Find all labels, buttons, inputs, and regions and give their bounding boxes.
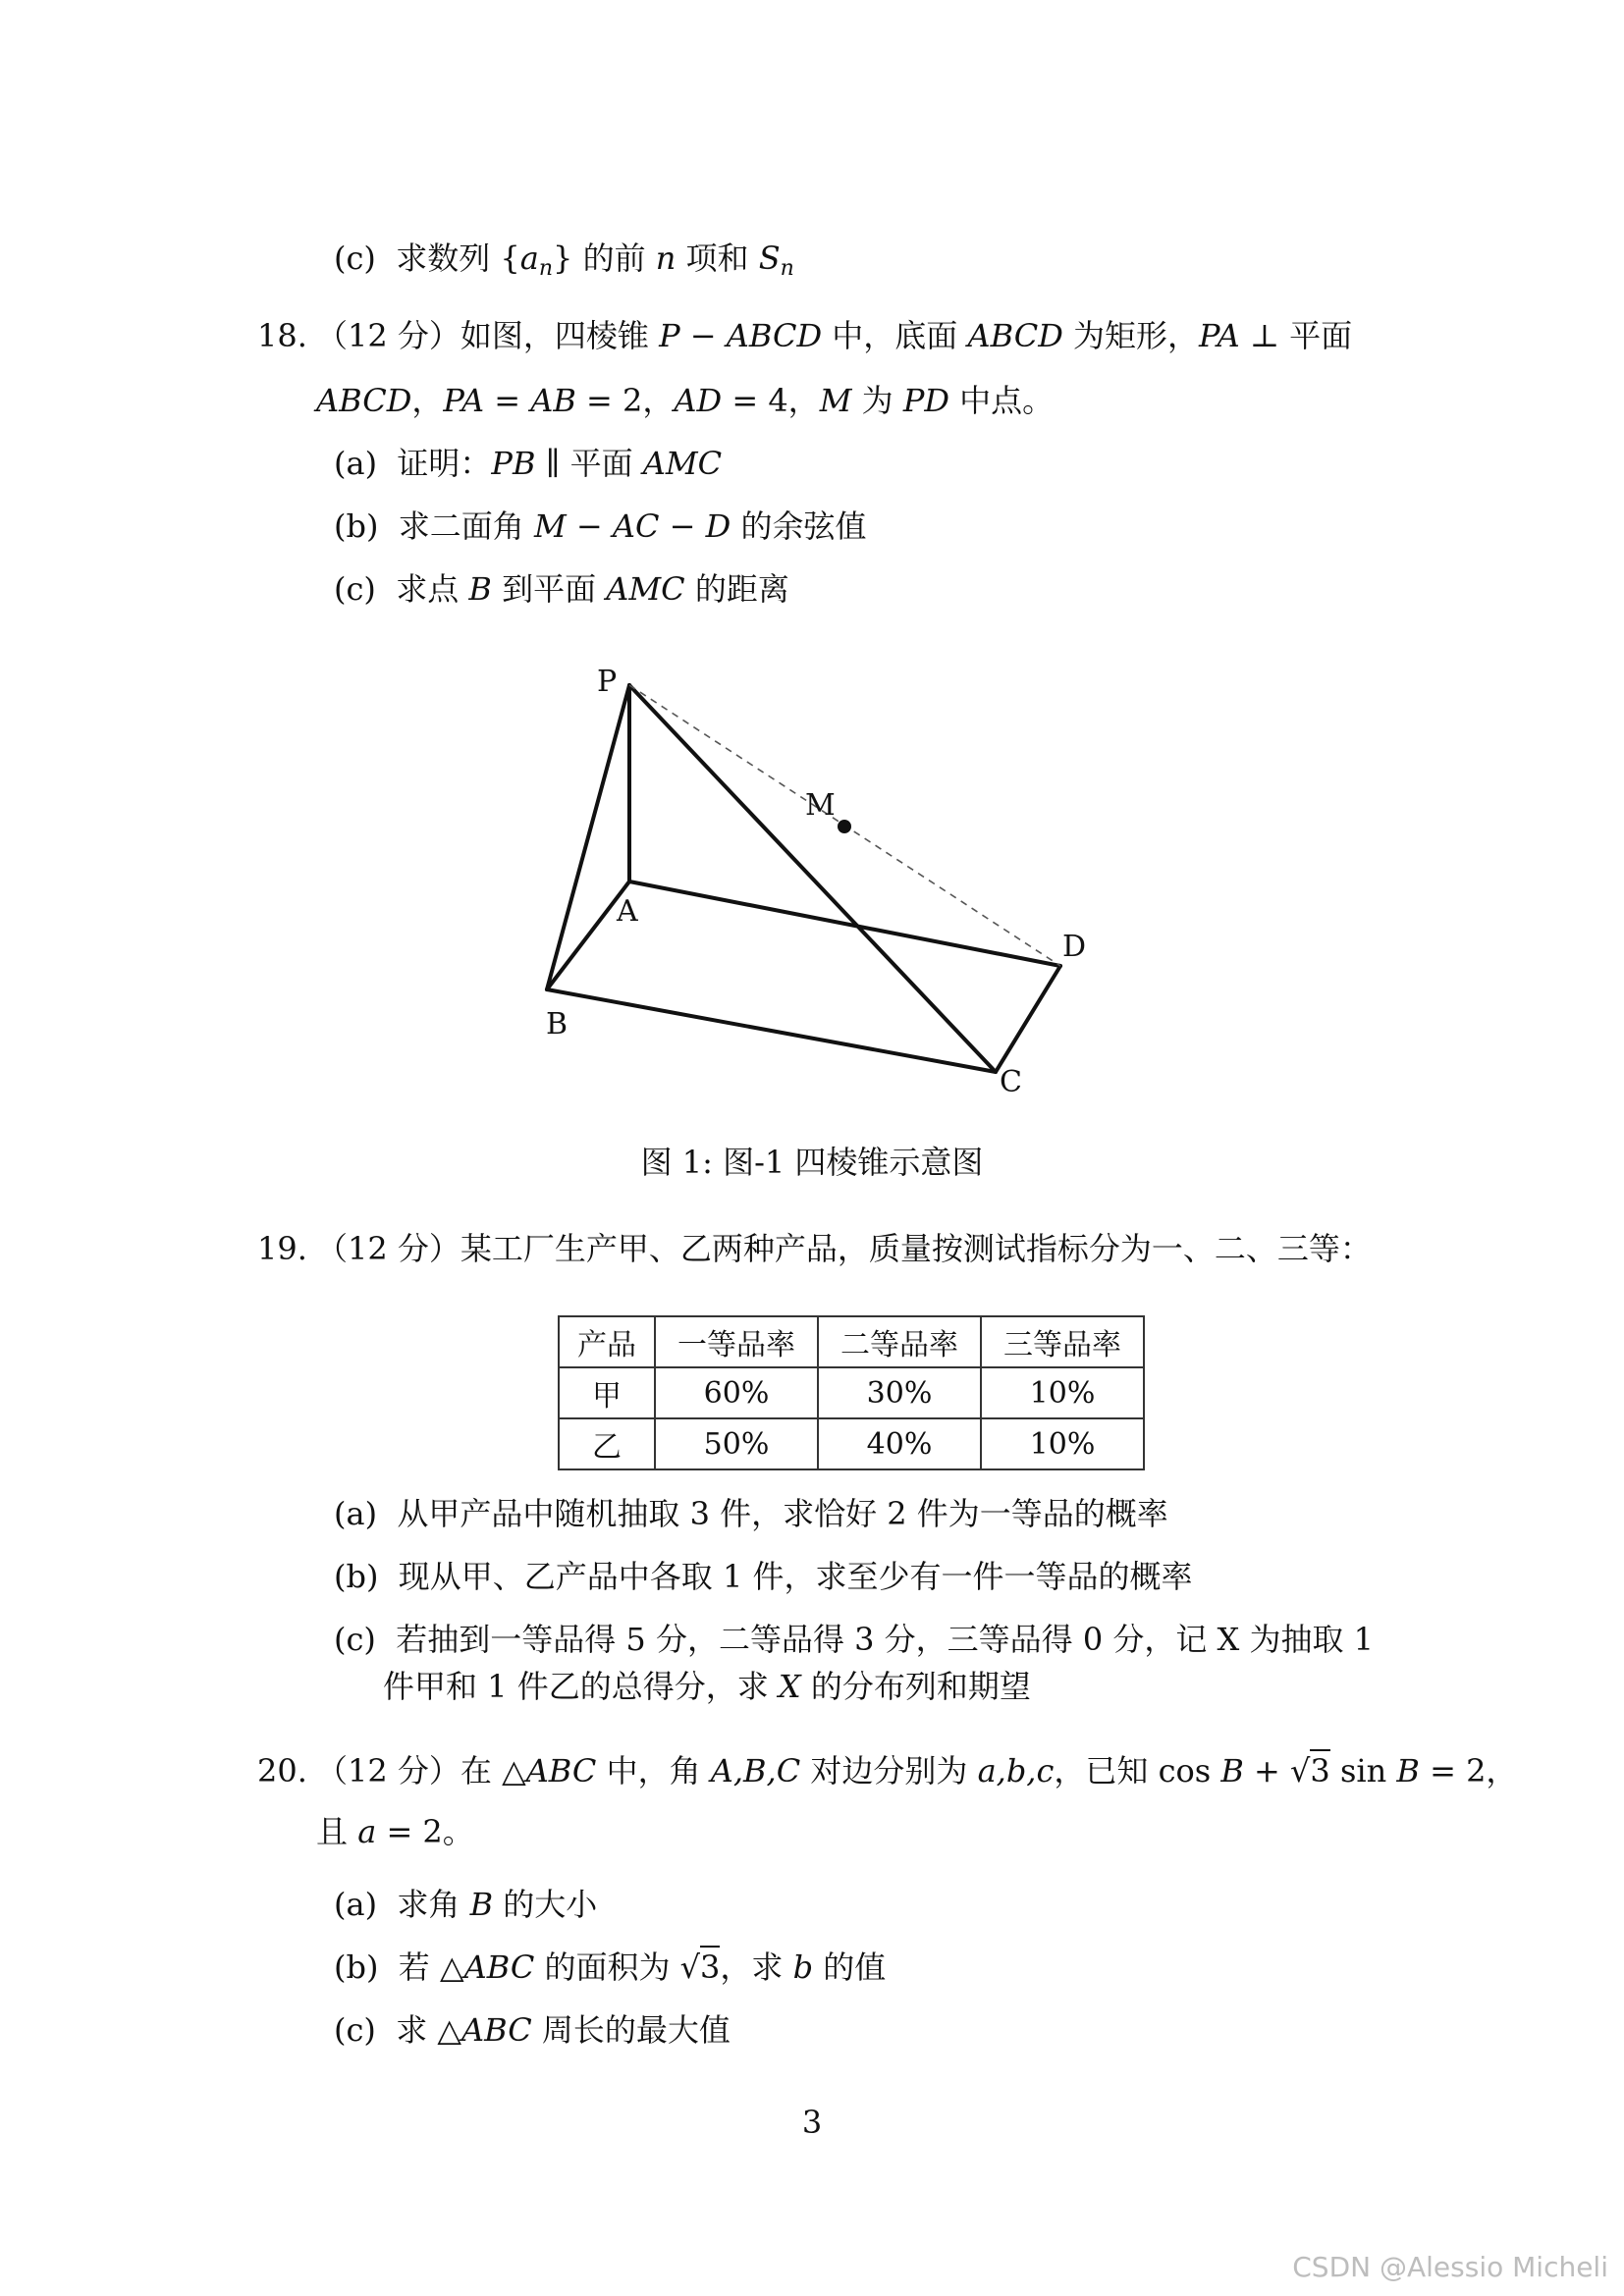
label-D: D (1062, 930, 1087, 964)
q19-part-c: (c) 若抽到一等品得 5 分，二等品得 3 分，三等品得 0 分，记 X 为抽取 1 (334, 1621, 1375, 1658)
table-cell: 甲 (559, 1367, 655, 1418)
q18-part-a: (a) 证明：PB ∥ 平面 AMC (334, 445, 723, 482)
edge-CD (996, 966, 1060, 1072)
figure-caption: 图 1: 图-1 四棱锥示意图 (640, 1144, 984, 1181)
table-cell: 乙 (559, 1418, 655, 1469)
q20-number: 20. (257, 1752, 307, 1789)
q20-stem-line1: （12 分）在 △ABC 中，角 A,B,C 对边分别为 a,b,c，已知 cos B + √3 sin B = 2， (316, 1749, 1517, 1792)
table-header: 三等品率 (981, 1316, 1144, 1367)
edge-PB (547, 685, 629, 989)
table-header: 一等品率 (655, 1316, 818, 1367)
table-row (559, 1418, 1144, 1469)
q19-stem: （12 分）某工厂生产甲、乙两种产品，质量按测试指标分为一、二、三等： (316, 1230, 1372, 1267)
table-cell: 60% (655, 1367, 818, 1418)
q20-part-b: (b) 若 △ABC 的面积为 √3，求 b 的值 (334, 1946, 886, 1989)
pyramid-figure (530, 658, 1087, 1099)
q18-part-c: (c) 求点 B 到平面 AMC 的距离 (334, 570, 789, 608)
q20-stem-line2: 且 a = 2。 (316, 1813, 474, 1850)
q18-stem-line1: （12 分）如图，四棱锥 P − ABCD 中，底面 ABCD 为矩形，PA ⊥ 平面 (316, 317, 1353, 354)
q18-part-b: (b) 求二面角 M − AC − D 的余弦值 (334, 507, 867, 545)
table-row (559, 1367, 1144, 1418)
point-M (838, 820, 851, 833)
label-A: A (617, 894, 638, 929)
q19-part-a: (a) 从甲产品中随机抽取 3 件，求恰好 2 件为一等品的概率 (334, 1495, 1168, 1532)
label-P: P (597, 665, 618, 699)
q19-number: 19. (257, 1230, 307, 1267)
table-header: 产品 (559, 1316, 655, 1367)
table-cell: 50% (655, 1418, 818, 1469)
page-number: 3 (801, 2104, 823, 2141)
q18-stem-line2: ABCD，PA = AB = 2，AD = 4，M 为 PD 中点。 (316, 382, 1055, 419)
table-cell: 40% (818, 1418, 981, 1469)
q17-part-c: (c) 求数列 $\{a_n\}$ 的前 n 项和 $S_n$ (334, 240, 794, 281)
table-header-row (559, 1316, 1144, 1367)
q20-part-a: (a) 求角 B 的大小 (334, 1886, 598, 1923)
label-C: C (1000, 1065, 1022, 1099)
label-M: M (805, 788, 836, 823)
table-cell: 10% (981, 1367, 1144, 1418)
table-cell: 30% (818, 1367, 981, 1418)
q18-number: 18. (257, 317, 307, 354)
table-cell: 10% (981, 1418, 1144, 1469)
table-header: 二等品率 (818, 1316, 981, 1367)
q19-part-c-line2: 件甲和 1 件乙的总得分，求 X 的分布列和期望 (383, 1668, 1031, 1705)
q20-part-c: (c) 求 △ABC 周长的最大值 (334, 2011, 731, 2049)
q19-part-b: (b) 现从甲、乙产品中各取 1 件，求至少有一件一等品的概率 (334, 1558, 1193, 1595)
watermark: CSDN @Alessio Micheli (1292, 2251, 1608, 2283)
quality-table (558, 1315, 1145, 1470)
label-B: B (546, 1007, 568, 1041)
